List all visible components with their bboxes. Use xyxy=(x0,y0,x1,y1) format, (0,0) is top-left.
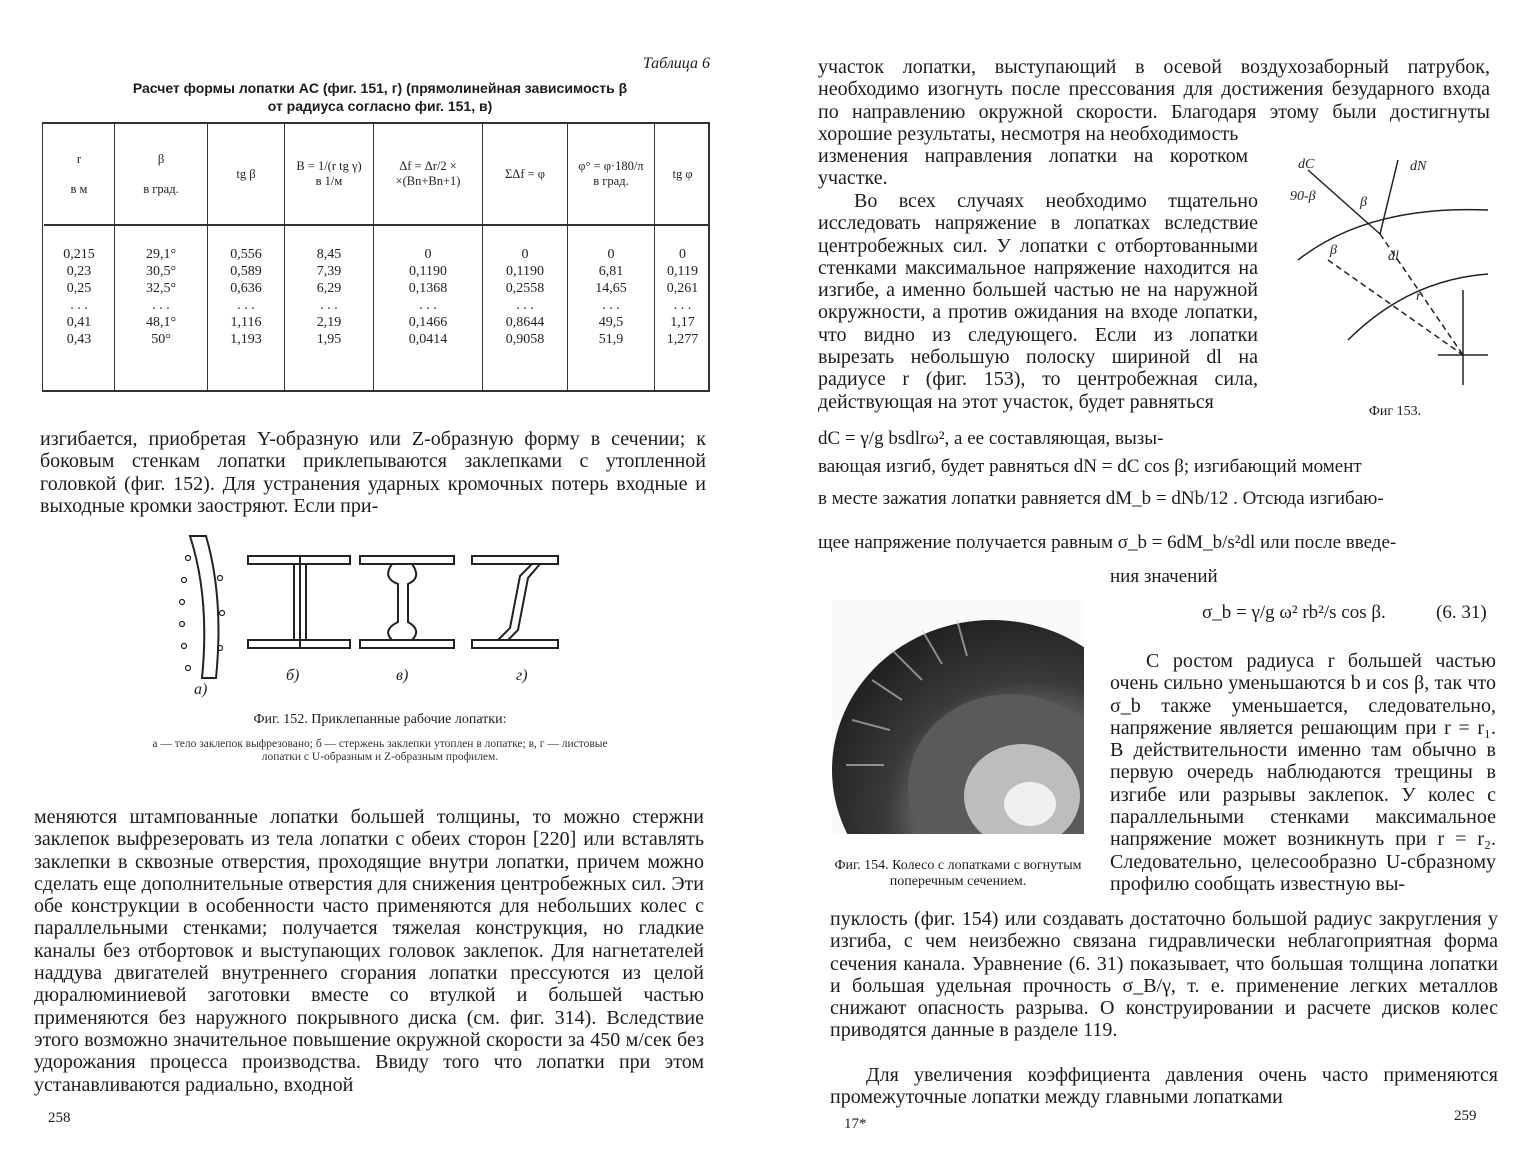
header-beta: β в град. xyxy=(115,124,208,225)
col-beta: 29,1° 30,5° 32,5° . . . 48,1° 50° xyxy=(115,225,208,392)
left-paragraph-1: изгибается, приобретая Y-образную или Z-образную форму в сечении; к боковым стенкам лопатки приклепываются заклепками с утопленной головкой (фиг. 152). Для устранения ударных кромочных потерь входные и выходные кромки заостряют. Если при- xyxy=(40,428,706,517)
fig152-label-c: в) xyxy=(396,667,409,684)
formula-line-4: щее напряжение получается равным σ_b = 6dM_b/s²dl или после введе- xyxy=(818,532,1397,553)
right-paragraph-5: Для увеличения коэффициента давления очень часто применяются промежуточные лопатки между главными лопатками xyxy=(830,1064,1498,1109)
left-page-number: 258 xyxy=(48,1110,71,1126)
figure-153 xyxy=(1288,150,1498,390)
right-page-number: 259 xyxy=(1454,1108,1477,1124)
right-paragraph-1b: изменения направления лопатки на коротком участке. xyxy=(818,145,1248,190)
formula-line-3: в месте зажатия лопатки равняется dM_b = dNb/12 . Отсюда изгибаю- xyxy=(818,488,1384,509)
fig153-label-beta-1: β xyxy=(1360,195,1367,210)
right-paragraph-3: С ростом радиуса r большей частью очень сильно уменьшаются b и cos β, так что σ_b также уменьшается, следовательно, напряжение является решающим при r = r₁. В действительности именно там обычно в первую очередь наблюдаются трещины в изгибе или разрывы заклепок. У колес с параллельными стенками максимальное напряжение может возникнуть при r = r₂. Следовательно, целесообразно U-сбразному профилю сообщать известную вы- xyxy=(1110,650,1496,895)
left-paragraph-2: меняются штампованные лопатки большей толщины, то можно стержни заклепок выфрезеровать из тела лопатки с обеих сторон [220] или вставлять заклепки в сквозные отверстия, проходящие внутри лопатки, причем можно сделать еще дополнительные отверстия для снижения центробежных сил. Эти обе конструкции в особенности часто применяются для небольших колес с параллельными стенками; получается тяжелая конструкция, но гладкие каналы без отбортовок и выступающих головок заклепок. Для нагнетателей наддува двигателей внутреннего сгорания лопатки прессуются из целой дюралюминиевой заготовки вместе со втулкой и большей частью применяются без наружного покрывного диска (см. фиг. 314). Вследствие этого возможно значительное повышение окружной скорости за 450 м/сек без удорожания процесса производства. Ввиду того что лопатки при этом устанавливаются радиально, входной xyxy=(34,806,704,1096)
header-sum-delta-f: ΣΔf = φ xyxy=(483,124,568,225)
header-phi-deg: φ° = φ·180/π в град. xyxy=(568,124,655,225)
table-label: Таблица 6 xyxy=(642,55,710,72)
figure-152 xyxy=(160,518,560,698)
header-tg-beta: tg β xyxy=(208,124,285,225)
table-title-line2: от радиуса согласно фиг. 151, в) xyxy=(267,98,493,114)
fig153-label-beta-2: β xyxy=(1330,243,1337,258)
col-tg-beta: 0,556 0,589 0,636 . . . 1,116 1,193 xyxy=(208,225,285,392)
header-tg-phi: tg φ xyxy=(655,124,711,225)
figure-154-wheel-photo xyxy=(832,600,1084,834)
fig153-label-90-beta: 90-β xyxy=(1290,189,1316,204)
col-r: 0,215 0,23 0,25 . . . 0,41 0,43 xyxy=(63,247,95,347)
col-delta-f: 0 0,1190 0,1368 . . . 0,1466 0,0414 xyxy=(374,225,483,392)
fig152-label-d: г) xyxy=(516,667,528,684)
fig153-label-dl: dl xyxy=(1388,249,1399,264)
fig152-label-b: б) xyxy=(286,667,300,684)
formula-number: (6. 31) xyxy=(1436,602,1487,623)
table-header-row xyxy=(44,124,710,225)
right-paragraph-2: Во всех случаях необходимо тщательно исследовать напряжение в лопатках вследствие центробежных сил. У лопатки с отбортованными стенками максимальное напряжение находится на изгибе, а именно большей частью не на наружной окружности, а против ожидания на входе лопатки, что видно из следующего. Если из лопатки вырезать небольшую полоску шириной dl на радиусе r (фиг. 153), то центробежная сила, действующая на этот участок, будет равняться xyxy=(818,190,1258,413)
fig152-label-a: а) xyxy=(194,681,208,698)
fig153-label-dn: dN xyxy=(1410,159,1427,174)
table-title: Расчет формы лопатки AC (фиг. 151, г) (прямолинейная зависимость β xyxy=(132,80,628,96)
right-page xyxy=(760,0,1533,1166)
right-footer-signature: 17* xyxy=(844,1116,867,1132)
formula-line-1: dC = γ/g bsdlrω², а ее составляющая, вызы- xyxy=(818,428,1164,449)
header-r: r в м xyxy=(44,124,115,225)
fig153-label-r: r xyxy=(1416,289,1422,304)
fig153-caption: Фиг 153. xyxy=(1368,404,1422,419)
header-delta-f: Δf = Δr/2 × ×(Bn+Bn+1) xyxy=(374,124,483,225)
fig152-caption: Фиг. 152. Приклепанные рабочие лопатки: xyxy=(253,712,507,727)
formula-line-5: ния значений xyxy=(1110,566,1218,587)
data-table xyxy=(44,124,710,392)
formula-main: σ_b = γ/g ω² rb²/s cos β. xyxy=(1202,602,1386,623)
header-b: B = 1/(r tg γ) в 1/м xyxy=(285,124,374,225)
table-body-row xyxy=(44,225,710,392)
col-b: 8,45 7,39 6,29 . . . 2,19 1,95 xyxy=(285,225,374,392)
formula-line-2: вающая изгиб, будет равняться dN = dC cos β; изгибающий момент xyxy=(818,456,1362,477)
left-page xyxy=(0,0,760,1166)
fig153-label-dc: dC xyxy=(1298,157,1315,172)
col-phi-deg: 0 6,81 14,65 . . . 49,5 51,9 xyxy=(568,225,655,392)
col-sum-delta-f: 0 0,1190 0,2558 . . . 0,8644 0,9058 xyxy=(483,225,568,392)
fig152-note: а — тело заклепок выфрезовано; б — стержень заклепки утоплен в лопатке; в, г — листовые лопатки с U-образным и Z-образным профилем. xyxy=(152,738,608,763)
right-paragraph-4: пуклость (фиг. 154) или создавать достаточно большой радиус закругления у изгиба, с чем неизбежно связана гидравлически неблагоприятная форма сечения канала. Уравнение (6. 31) показывает, что большая толщина лопатки и большая удельная прочность σ_B/γ, т. е. применение легких металлов снижают опасность разрыва. О конструировании и расчете дисков колес приводятся данные в разделе 119. xyxy=(830,908,1498,1042)
col-tg-phi: 0 0,119 0,261 . . . 1,17 1,277 xyxy=(655,225,711,392)
right-paragraph-1: участок лопатки, выступающий в осевой воздухозаборный патрубок, необходимо изогнуть после прессования для достижения безударного входа по направлению окружной скорости. Благодаря этому были достигнуты хорошие результаты, несмотря на необходимость xyxy=(818,56,1490,145)
fig154-caption: Фиг. 154. Колесо с лопатками с вогнутым поперечным сечением. xyxy=(834,858,1082,889)
